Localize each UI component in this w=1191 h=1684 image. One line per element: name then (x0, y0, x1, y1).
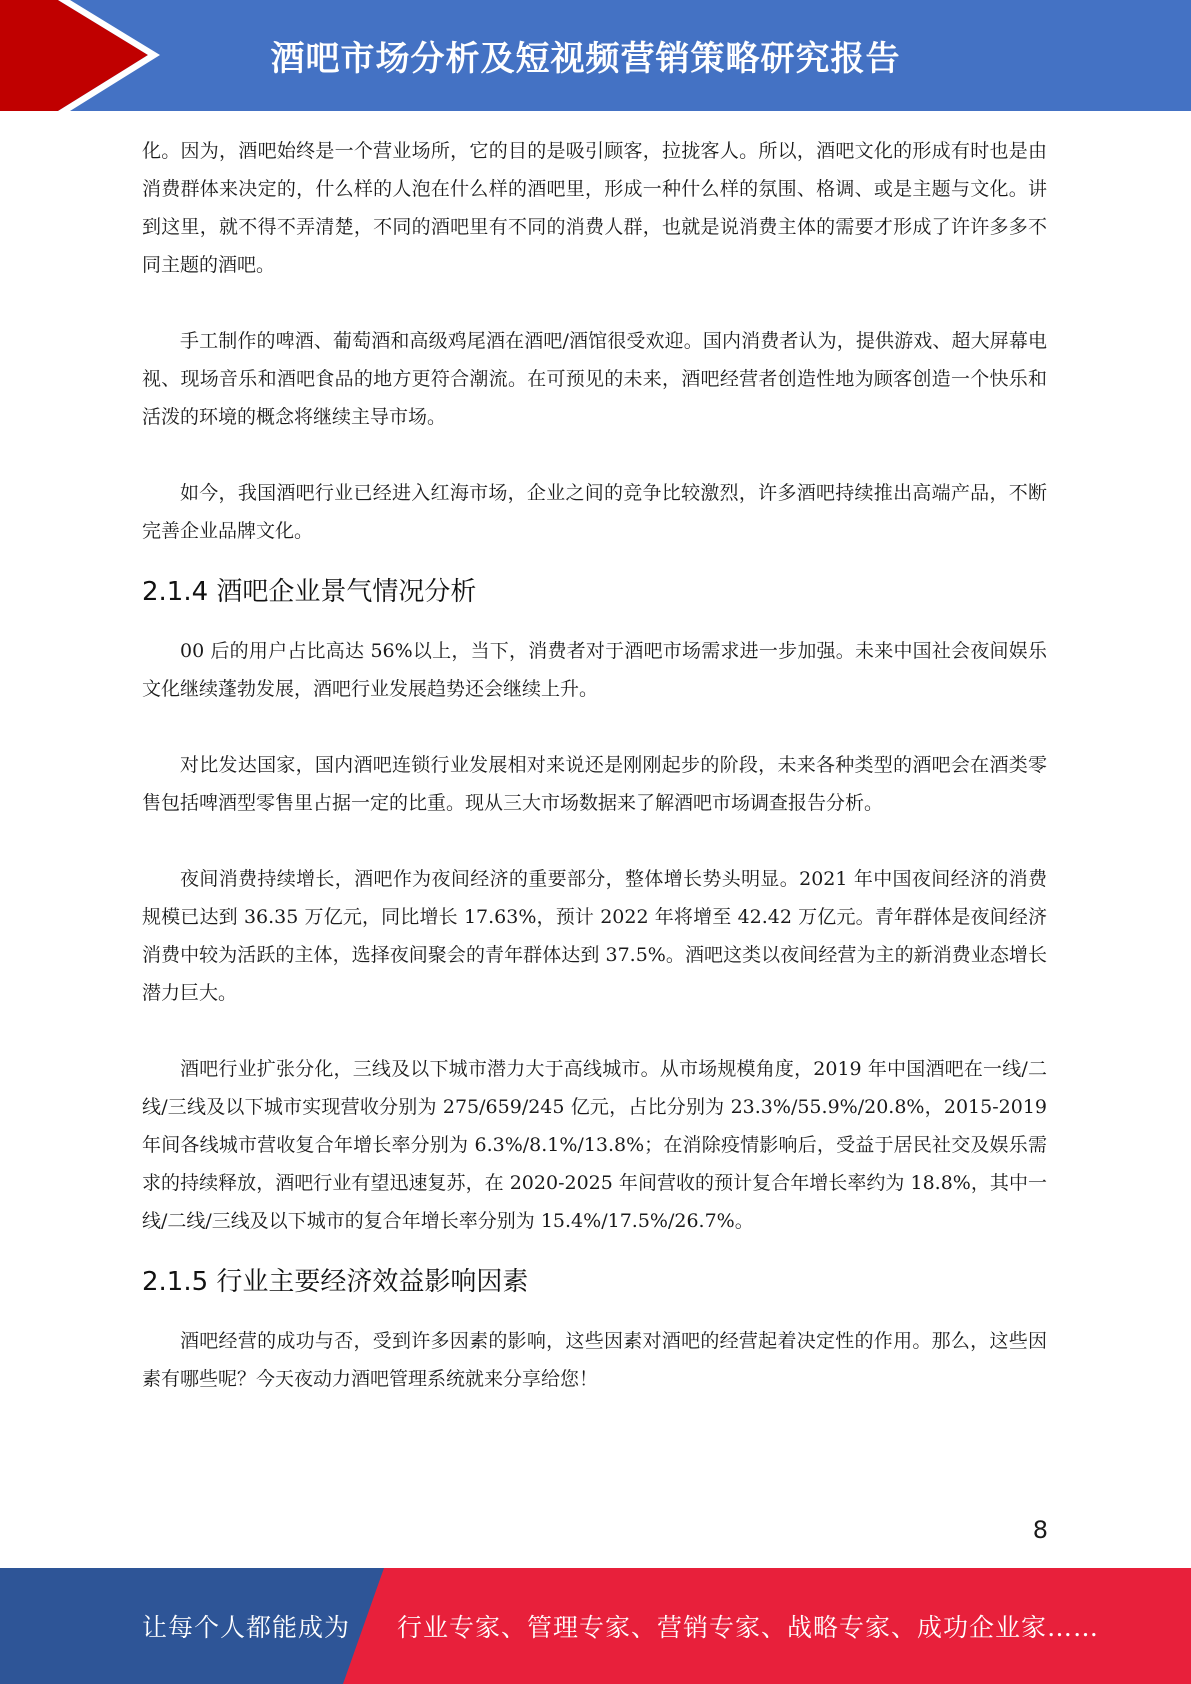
paragraph-7: 酒吧行业扩张分化，三线及以下城市潜力大于高线城市。从市场规模角度，2019 年中国酒吧在一线/二线/三线及以下城市实现营收分别为 275/659/245 亿元，占比分别为 23.3%/55.9%/20.8%，2015-2019 年间各线城市营收复合年增长率分别为 6.3%/8.1%/13.8%；在消除疫情影响后，受益于居民社交及娱乐需求的持续释放，酒吧行业有望迅速复苏，在 2020-2025 年间营收的预计复合年增长率约为 18.8%，其中一线/二线/三线及以下城市的复合年增长率分别为 15.4%/17.5%/26.7%。 (142, 1058, 1047, 1232)
page-number: 8 (1032, 1516, 1048, 1544)
document-body (142, 132, 1047, 1398)
paragraph-4: 00 后的用户占比高达 56%以上，当下，消费者对于酒吧市场需求进一步加强。未来中国社会夜间娱乐文化继续蓬勃发展，酒吧行业发展趋势还会继续上升。 (142, 640, 1047, 700)
page-header (0, 0, 1191, 111)
paragraph-1: 化。因为，酒吧始终是一个营业场所，它的目的是吸引顾客，拉拢客人。所以，酒吧文化的形成有时也是由消费群体来决定的，什么样的人泡在什么样的酒吧里，形成一种什么样的氛围、格调、或是主题与文化。讲到这里，就不得不弄清楚，不同的酒吧里有不同的消费人群，也就是说消费主体的需要才形成了许许多多不同主题的酒吧。 (142, 140, 1047, 276)
paragraph-8: 酒吧经营的成功与否，受到许多因素的影响，这些因素对酒吧的经营起着决定性的作用。那么，这些因素有哪些呢？今天夜动力酒吧管理系统就来分享给您！ (142, 1330, 1047, 1390)
footer-slogan-left: 让每个人都能成为 (142, 1613, 351, 1642)
section-heading-2-1-5: 2.1.5 行业主要经济效益影响因素 (142, 1267, 529, 1297)
paragraph-3: 如今，我国酒吧行业已经进入红海市场，企业之间的竞争比较激烈，许多酒吧持续推出高端产品，不断完善企业品牌文化。 (142, 482, 1047, 542)
paragraph-6: 夜间消费持续增长，酒吧作为夜间经济的重要部分，整体增长势头明显。2021 年中国夜间经济的消费规模已达到 36.35 万亿元，同比增长 17.63%，预计 2022 年将增至 42.42 万亿元。青年群体是夜间经济消费中较为活跃的主体，选择夜间聚会的青年群体达到 37.5%。酒吧这类以夜间经营为主的新消费业态增长潜力巨大。 (142, 868, 1047, 1004)
page-footer (0, 1568, 1191, 1684)
report-title: 酒吧市场分析及短视频营销策略研究报告 (270, 39, 901, 79)
footer-slogan-right: 行业专家、管理专家、营销专家、战略专家、成功企业家…… (397, 1613, 1100, 1642)
paragraph-2: 手工制作的啤酒、葡萄酒和高级鸡尾酒在酒吧/酒馆很受欢迎。国内消费者认为，提供游戏、超大屏幕电视、现场音乐和酒吧食品的地方更符合潮流。在可预见的未来，酒吧经营者创造性地为顾客创造一个快乐和活泼的环境的概念将继续主导市场。 (142, 330, 1047, 428)
paragraph-5: 对比发达国家，国内酒吧连锁行业发展相对来说还是刚刚起步的阶段，未来各种类型的酒吧会在酒类零售包括啤酒型零售里占据一定的比重。现从三大市场数据来了解酒吧市场调查报告分析。 (142, 754, 1047, 814)
section-heading-2-1-4: 2.1.4 酒吧企业景气情况分析 (142, 577, 477, 607)
